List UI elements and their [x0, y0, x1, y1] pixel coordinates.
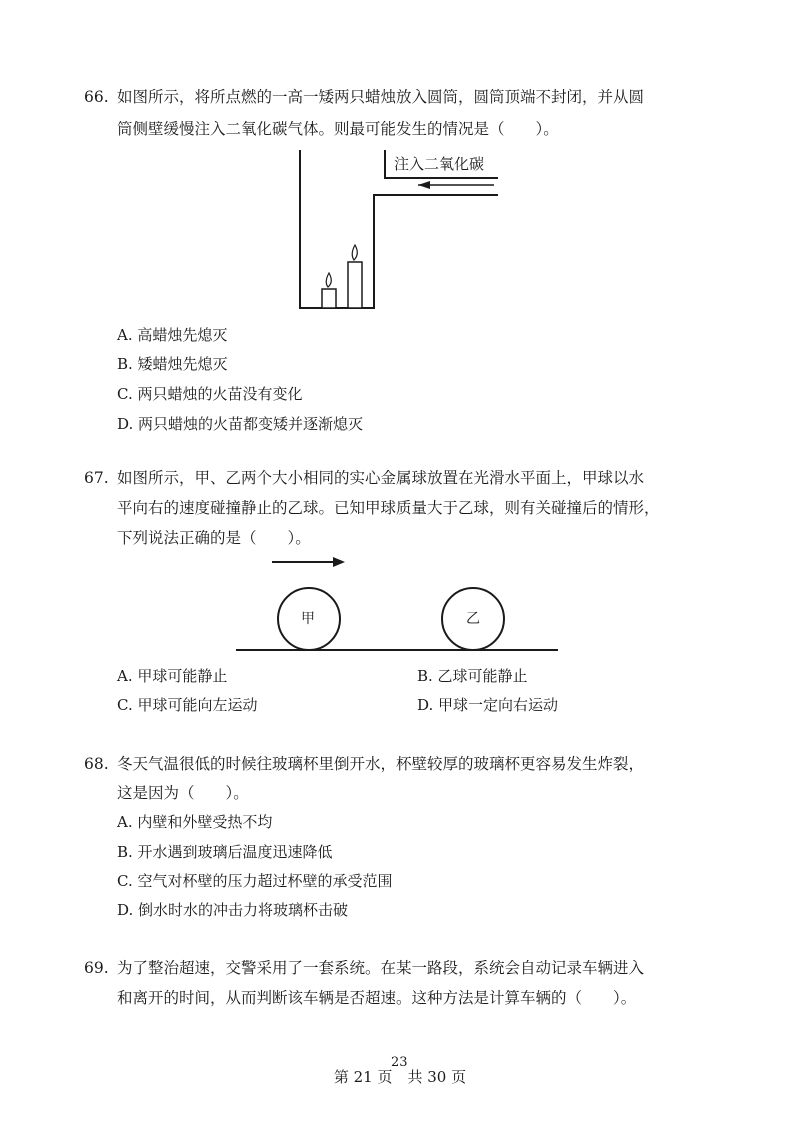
collision-diagram — [236, 557, 558, 650]
q67-option-a: A. 甲球可能静止 — [117, 667, 228, 685]
page-stamp-number: 23 — [391, 1055, 408, 1070]
q68-option-b: B. 开水遇到玻璃后温度迅速降低 — [117, 843, 333, 861]
ball-jia-label: 甲 — [301, 611, 315, 627]
question-66-line-2: 筒侧壁缓慢注入二氧化碳气体。则最可能发生的情况是（ ）。 — [117, 120, 559, 138]
question-67-number: 67. — [84, 469, 109, 487]
q68-option-c: C. 空气对杯壁的压力超过杯壁的承受范围 — [117, 872, 393, 890]
page-footer-text: 第 21 页 共 30 页 — [333, 1068, 467, 1086]
question-69-number: 69. — [84, 959, 109, 977]
page-footer — [0, 1055, 800, 1087]
ball-yi-label: 乙 — [466, 611, 480, 627]
q67-option-c: C. 甲球可能向左运动 — [117, 696, 258, 714]
q68-option-a: A. 内壁和外壁受热不均 — [117, 813, 273, 831]
question-67-line-2: 平向右的速度碰撞静止的乙球。已知甲球质量大于乙球，则有关碰撞后的情形， — [117, 499, 660, 517]
question-66-line-1: 如图所示，将所点燃的一高一矮两只蜡烛放入圆筒，圆筒顶端不封闭，并从圆 — [117, 88, 645, 106]
question-69-line-1: 为了整治超速，交警采用了一套系统。在某一路段，系统会自动记录车辆进入 — [117, 959, 645, 977]
co2-inlet-label: 注入二氧化碳 — [394, 155, 485, 173]
question-67-line-1: 如图所示，甲、乙两个大小相同的实心金属球放置在光滑水平面上，甲球以水 — [117, 469, 645, 487]
question-68-line-1: 冬天气温很低的时候往玻璃杯里倒开水，杯壁较厚的玻璃杯更容易发生炸裂， — [117, 755, 645, 773]
question-67-line-3: 下列说法正确的是（ ）。 — [117, 529, 311, 547]
q66-option-c: C. 两只蜡烛的火苗没有变化 — [117, 385, 303, 403]
q67-option-d: D. 甲球一定向右运动 — [417, 696, 559, 714]
q68-option-d: D. 倒水时水的冲击力将玻璃杯击破 — [117, 901, 349, 919]
q67-option-b: B. 乙球可能静止 — [417, 667, 528, 685]
q66-option-d: D. 两只蜡烛的火苗都变矮并逐渐熄灭 — [117, 415, 364, 433]
q66-option-b: B. 矮蜡烛先熄灭 — [117, 355, 228, 373]
question-68-number: 68. — [84, 755, 109, 773]
question-68-line-2: 这是因为（ ）。 — [117, 784, 249, 802]
q66-option-a: A. 高蜡烛先熄灭 — [117, 326, 228, 344]
question-66-number: 66. — [84, 88, 109, 106]
question-69-line-2: 和离开的时间，从而判断该车辆是否超速。这种方法是计算车辆的（ ）。 — [117, 989, 637, 1007]
